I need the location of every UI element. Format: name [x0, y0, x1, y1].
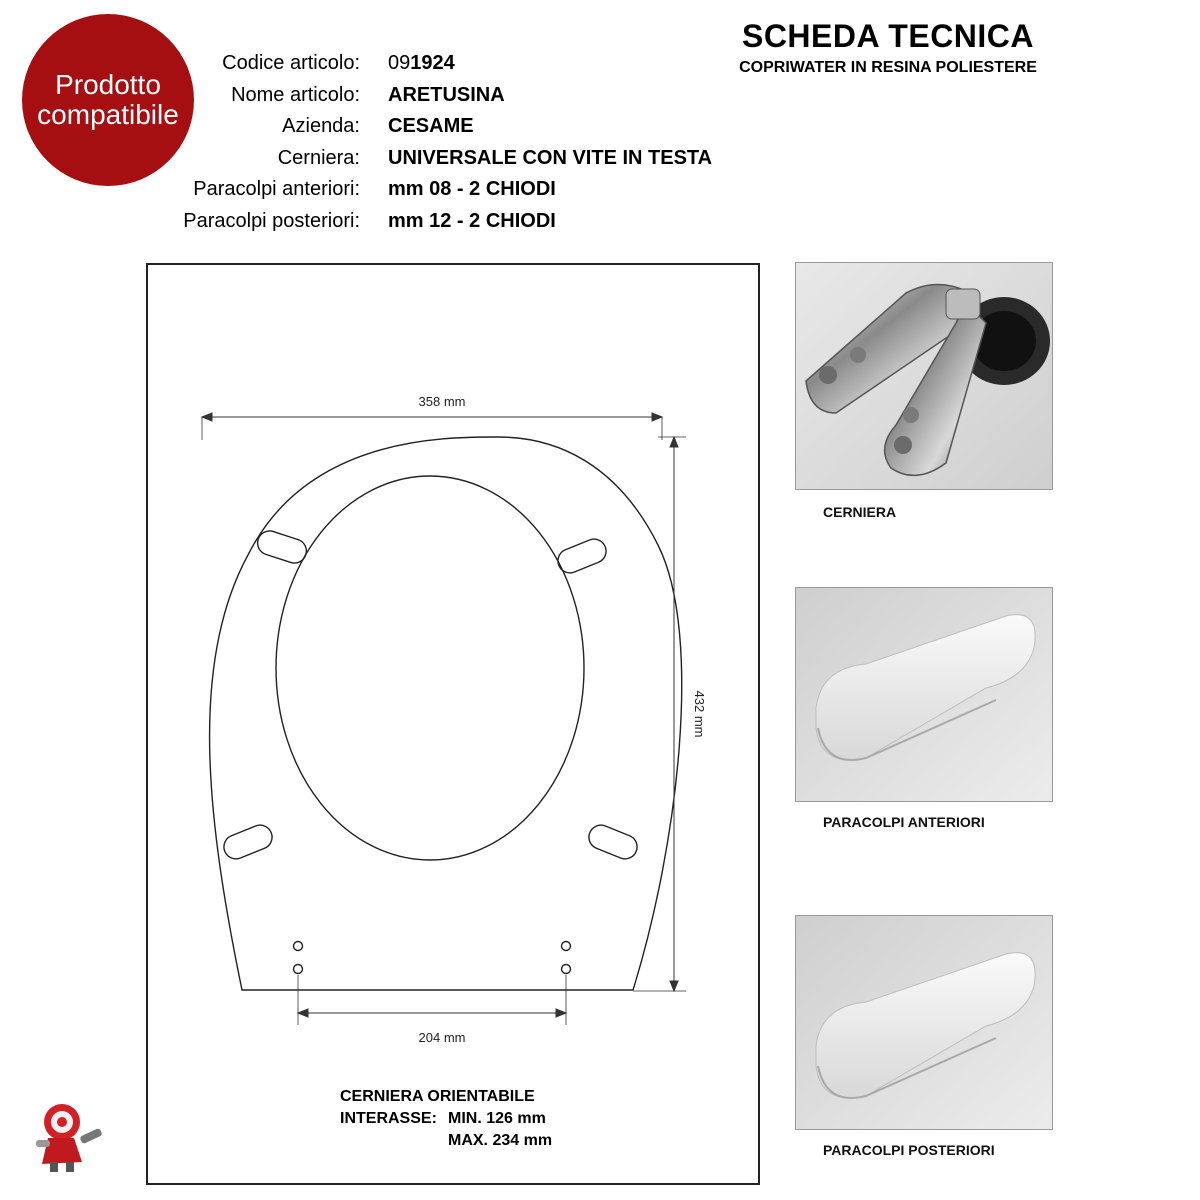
badge-line-1: Prodotto: [55, 69, 161, 100]
rear-bumper-image: [796, 916, 1053, 1130]
front-bumper-photo: [795, 587, 1053, 802]
hinge-hole: [562, 942, 571, 951]
spec-value: CESAME: [388, 115, 474, 137]
rear-bumper-photo: [795, 915, 1053, 1130]
sheet-subtitle: COPRIWATER IN RESINA POLIESTERE: [739, 59, 1037, 76]
spec-value: UNIVERSALE CON VITE IN TESTA: [388, 146, 713, 169]
seat-opening: [276, 476, 584, 860]
badge-line-2: compatibile: [37, 99, 179, 130]
hinge-note-key: INTERASSE:: [340, 1110, 437, 1127]
hinge-hole: [562, 965, 571, 974]
rear-bumper-caption: PARACOLPI POSTERIORI: [823, 1142, 995, 1158]
rear-bumper-slot: [585, 822, 640, 863]
hinge-note-title: CERNIERA ORIENTABILE: [340, 1088, 535, 1105]
hinge-hole: [294, 942, 303, 951]
width-label: 358 mm: [418, 394, 466, 409]
spec-label: Paracolpi anteriori:: [193, 178, 360, 200]
sheet-title: SCHEDA TECNICA: [741, 18, 1035, 54]
spec-value: 091924: [388, 52, 455, 74]
spec-label: Azienda:: [282, 115, 360, 137]
spec-value: mm 12 - 2 CHIODI: [388, 209, 556, 232]
hinge-image: [796, 263, 1053, 490]
hinge-note-max: MAX. 234 mm: [448, 1132, 553, 1149]
height-label: 432 mm: [692, 690, 707, 738]
hinge-hole: [294, 965, 303, 974]
hinge-note-min: MIN. 126 mm: [448, 1110, 546, 1127]
front-bumper-slot: [255, 528, 310, 566]
hinge-photo: [795, 262, 1053, 490]
technical-drawing-frame: [146, 263, 760, 1185]
front-bumper-slot: [554, 536, 609, 577]
spec-label: Paracolpi posteriori:: [183, 209, 360, 232]
front-bumper-caption: PARACOLPI ANTERIORI: [823, 814, 985, 830]
rear-bumper-slot: [220, 822, 275, 863]
spec-value: mm 08 - 2 CHIODI: [388, 178, 556, 200]
spec-label: Cerniera:: [277, 146, 360, 169]
front-bumper-image: [796, 588, 1053, 802]
hinge-note: [340, 1086, 552, 1152]
hinge-caption: CERNIERA: [823, 504, 897, 520]
spec-label: Codice articolo:: [222, 52, 360, 74]
hinge-spacing-label: 204 mm: [418, 1030, 466, 1045]
spec-value: ARETUSINA: [388, 83, 505, 106]
spec-label: Nome articolo:: [231, 83, 360, 106]
robot-mascot-icon: [28, 1092, 112, 1176]
seat-drawing: [148, 265, 762, 1187]
